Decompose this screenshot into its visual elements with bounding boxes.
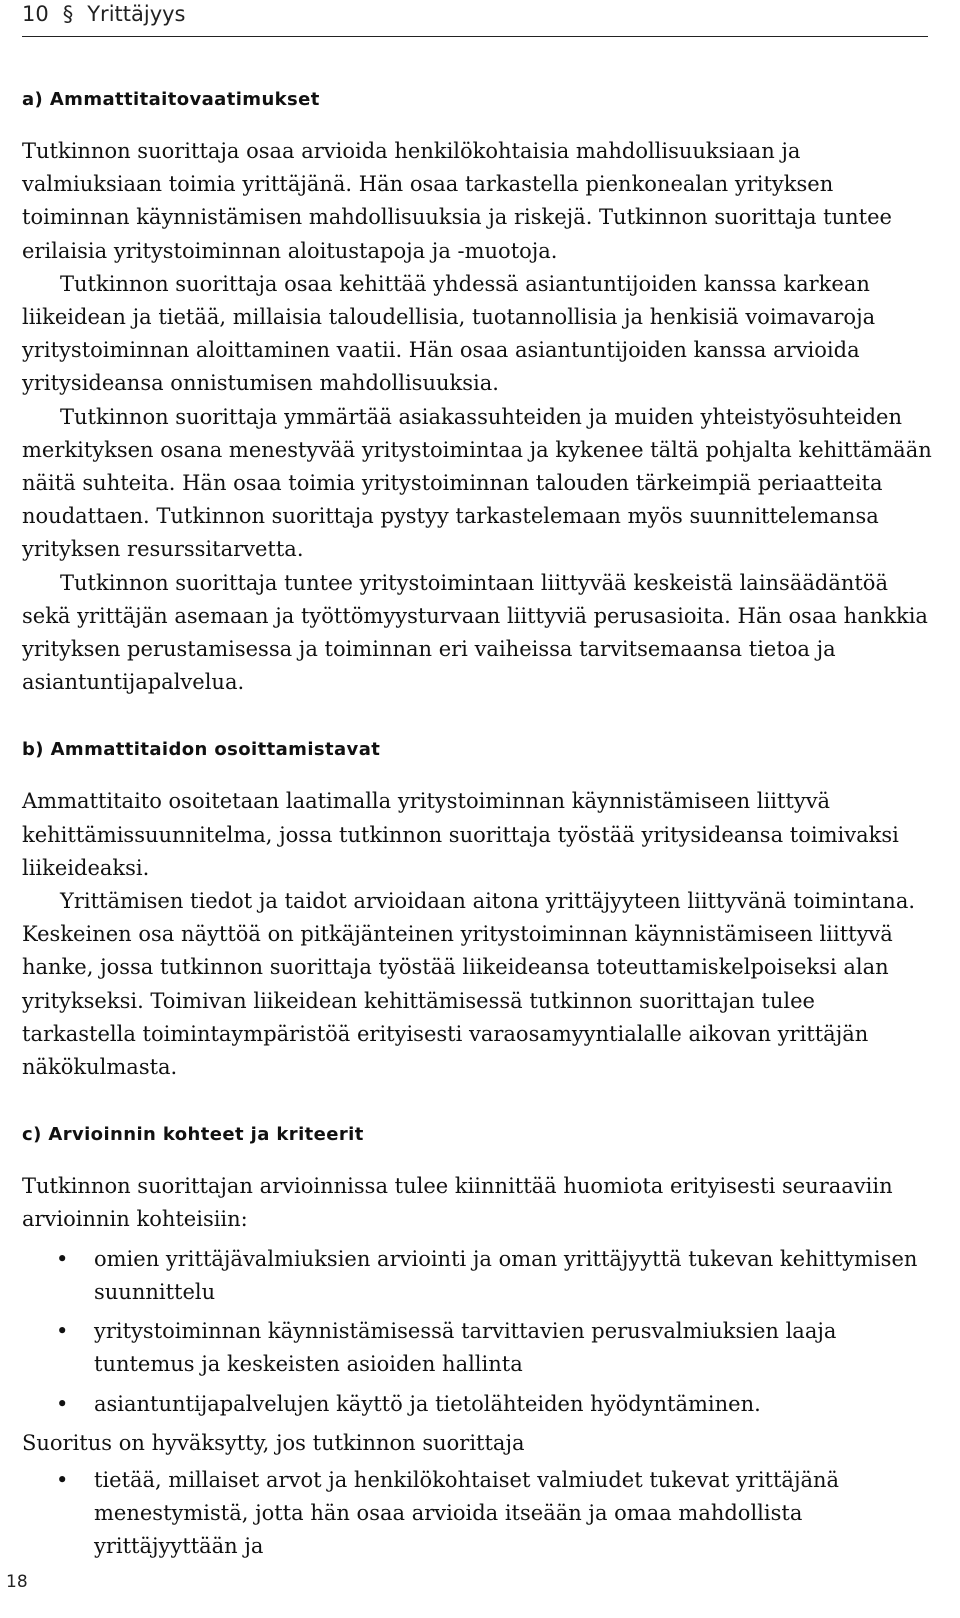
section-b-heading: b) Ammattitaidon osoittamistavat	[22, 739, 381, 761]
header-page-number: 10	[22, 2, 49, 26]
page-number: 18	[6, 1572, 28, 1592]
section-a-paragraph-1: Tutkinnon suorittaja osaa arvioida henkilökohtaisia mahdollisuuksiaan ja valmiuksiaan toimia yrittäjänä. Hän osaa tarkastella pienkonealan yrityksen toiminnan käynnistämisen mahdollisuuksia ja riskejä. Tutkinnon suorittaja tuntee erilaisia yritystoiminnan aloitustapoja ja -muotoja.	[22, 139, 892, 263]
criteria-list	[22, 1243, 932, 1421]
header-title: Yrittäjyys	[87, 2, 186, 26]
bullet-icon: •	[56, 1319, 69, 1344]
list-item: • omien yrittäjävalmiuksien arviointi ja oman yrittäjyyttä tukevan kehittymisen suunnittelu	[22, 1243, 932, 1309]
page-header	[22, 0, 928, 37]
section-a-heading: a) Ammattitaitovaatimukset	[22, 89, 320, 110]
section-b-paragraph-1: Ammattitaito osoitetaan laatimalla yritystoiminnan käynnistämiseen liittyvä kehittämissuunnitelma, jossa tutkinnon suorittaja työstää yritysideansa toimivaksi liikeideaksi.	[22, 789, 899, 880]
section-c-intro: Tutkinnon suorittajan arvioinnissa tulee kiinnittää huomiota erityisesti seuraaviin arvioinnin kohteisiin:	[22, 1174, 893, 1232]
section-a-paragraph-2: Tutkinnon suorittaja osaa kehittää yhdessä asiantuntijoiden kanssa karkean liikeidean ja tietää, millaisia taloudellisia, tuotannollisia ja henkisiä voimavaroja yritystoiminnan aloittaminen vaatii. Hän osaa asiantuntijoiden kanssa arvioida yritysideansa onnistumisen mahdollisuuksia.	[22, 271, 876, 396]
section-sign: §	[62, 2, 74, 26]
list-item: • asiantuntijapalvelujen käyttö ja tietolähteiden hyödyntäminen.	[22, 1388, 932, 1421]
section-a-paragraph-3: Tutkinnon suorittaja ymmärtää asiakassuhteiden ja muiden yhteistyösuhteiden merkityksen osana menestyvää yritystoimintaa ja kykenee tältä pohjalta kehittämään näitä suhteita. Hän osaa toimia yritystoiminnan talouden tärkeimpiä periaatteita noudattaen. Tutkinnon suorittaja pystyy tarkastelemaan myös suunnittelemansa yrityksen resurssitarvetta.	[22, 404, 932, 562]
list-item: • yritystoiminnan käynnistämisessä tarvittavien perusvalmiuksien laaja tuntemus ja keskeisten asioiden hallinta	[22, 1315, 932, 1381]
accepted-list	[22, 1464, 932, 1564]
bullet-icon: •	[56, 1391, 69, 1416]
section-c-heading: c) Arvioinnin kohteet ja kriteerit	[22, 1124, 364, 1146]
section-a-paragraph-4: Tutkinnon suorittaja tuntee yritystoimintaan liittyvää keskeistä lainsäädäntöä sekä yrittäjän asemaan ja työttömyysturvaan liittyviä perusasioita. Hän osaa hankkia yrityksen perustamisessa ja toiminnan eri vaiheissa tarvitsemaansa tietoa ja asiantuntijapalvelua.	[22, 570, 928, 695]
accepted-intro: Suoritus on hyväksytty, jos tutkinnon suorittaja	[22, 1430, 525, 1455]
bullet-icon: •	[56, 1246, 69, 1271]
document-content	[22, 87, 932, 1564]
bullet-icon: •	[56, 1467, 69, 1492]
section-b-paragraph-2: Yrittämisen tiedot ja taidot arvioidaan aitona yrittäjyyteen liittyvänä toimintana. Keskeinen osa näyttöä on pitkäjänteinen yritystoiminnan käynnistämiseen liittyvä hanke, jossa tutkinnon suorittaja työstää liikeideansa toteuttamiskelpoiseksi alan yritykseksi. Toimivan liikeidean kehittämisessä tutkinnon suorittajan tulee tarkastella toimintaympäristöä erityisesti varaosamyyntialalle aikovan yrittäjän näkökulmasta.	[22, 889, 916, 1080]
list-item: • tietää, millaiset arvot ja henkilökohtaiset valmiudet tukevat yrittäjänä menestymistä, jotta hän osaa arvioida itseään ja omaa mahdollista yrittäjyyttään ja	[22, 1464, 932, 1564]
